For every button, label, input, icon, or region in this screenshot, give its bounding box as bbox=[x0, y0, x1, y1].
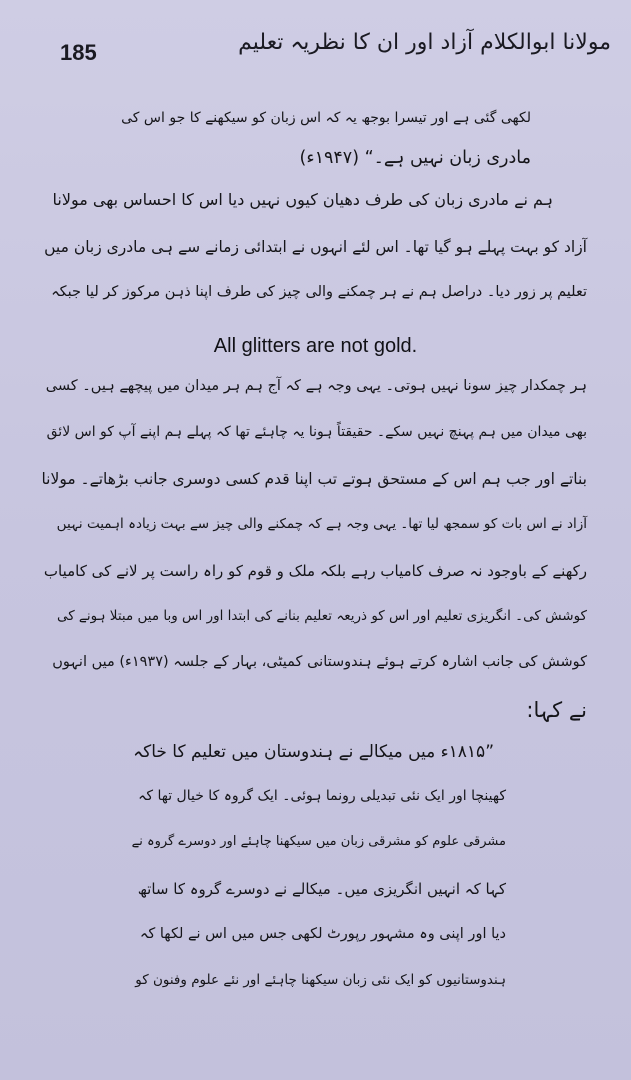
text-line: آزاد کو بہت پہلے ہو گیا تھا۔ اس لئے انہوں نے ابتدائی زمانے سے ہی مادری زبان میں bbox=[44, 238, 587, 256]
quote-line: دیا اور اپنی وہ مشہور رپورٹ لکھی جس میں اس نے لکھا کہ bbox=[139, 926, 506, 942]
page-number: 185 bbox=[60, 40, 97, 65]
text-line: رکھنے کے باوجود نہ صرف کامیاب رہے بلکہ ملک و قوم کو راہ راست پر لانے کی کامیاب bbox=[43, 562, 587, 580]
text-line: بناتے اور جب ہم اس کے مستحق ہوتے تب اپنا قدم کسی دوسری جانب بڑھاتے۔ مولانا bbox=[41, 470, 587, 488]
running-title: مولانا ابوالکلام آزاد اور ان کا نظریہ تعلیم bbox=[238, 30, 611, 55]
text-line: ہر چمکدار چیز سونا نہیں ہوتی۔ یہی وجہ ہے کہ آج ہم ہر میدان میں پیچھے ہیں۔ کسی bbox=[45, 378, 587, 394]
quote-line: مشرقی علوم کو مشرقی زبان میں سیکھنا چاہئے اور دوسرے گروہ نے bbox=[131, 834, 506, 849]
text-line: کوشش کی۔ انگریزی تعلیم اور اس کو ذریعہ تعلیم بنانے کی ابتدا اور اس وبا میں مبتلا ہونے کی bbox=[56, 608, 587, 624]
text-line: لکھی گئی ہے اور تیسرا بوجھ یہ کہ اس زبان کو سیکھنے کا جو اس کی bbox=[121, 110, 531, 126]
english-quote: All glitters are not gold. bbox=[213, 335, 418, 357]
text-line: کوشش کی جانب اشارہ کرتے ہوئے ہندوستانی کمیٹی، بہار کے جلسہ (۱۹۳۷ء) میں انہوں bbox=[52, 654, 587, 670]
page-header bbox=[60, 30, 611, 74]
text-line: مادری زبان نہیں ہے۔“ (۱۹۴۷ء) bbox=[299, 148, 531, 168]
text-line: تعلیم پر زور دیا۔ دراصل ہم نے ہر چمکنے والی چیز کی طرف اپنا ذہن مرکوز کر لیا جبکہ bbox=[51, 284, 587, 300]
quote-line: کھینچا اور ایک نئی تبدیلی رونما ہوئی۔ ایک گروہ کا خیال تھا کہ bbox=[138, 788, 506, 804]
text-line: آزاد نے اس بات کو سمجھ لیا تھا۔ یہی وجہ ہے کہ چمکنے والی چیز سے بہت زیادہ اہمیت نہیں bbox=[56, 516, 587, 532]
text-line: بھی میدان میں ہم پہنچ نہیں سکے۔ حقیقتاً ہونا یہ چاہئے تھا کہ پہلے ہم اپنے آپ کو اس لائق bbox=[46, 424, 587, 440]
text-line: ہم نے مادری زبان کی طرف دھیان کیوں نہیں دیا اس کا احساس بھی مولانا bbox=[52, 190, 553, 209]
quote-line: کہا کہ انہیں انگریزی میں۔ میکالے نے دوسرے گروہ کا ساتھ bbox=[137, 880, 506, 898]
text-line: نے کہا: bbox=[526, 698, 587, 722]
quote-line: ہندوستانیوں کو ایک نئی زبان سیکھنا چاہئے اور نئے علوم وفنون کو bbox=[135, 972, 506, 988]
quote-line: ”۱۸۱۵ء میں میکالے نے ہندوستان میں تعلیم کا خاکہ bbox=[133, 742, 494, 762]
